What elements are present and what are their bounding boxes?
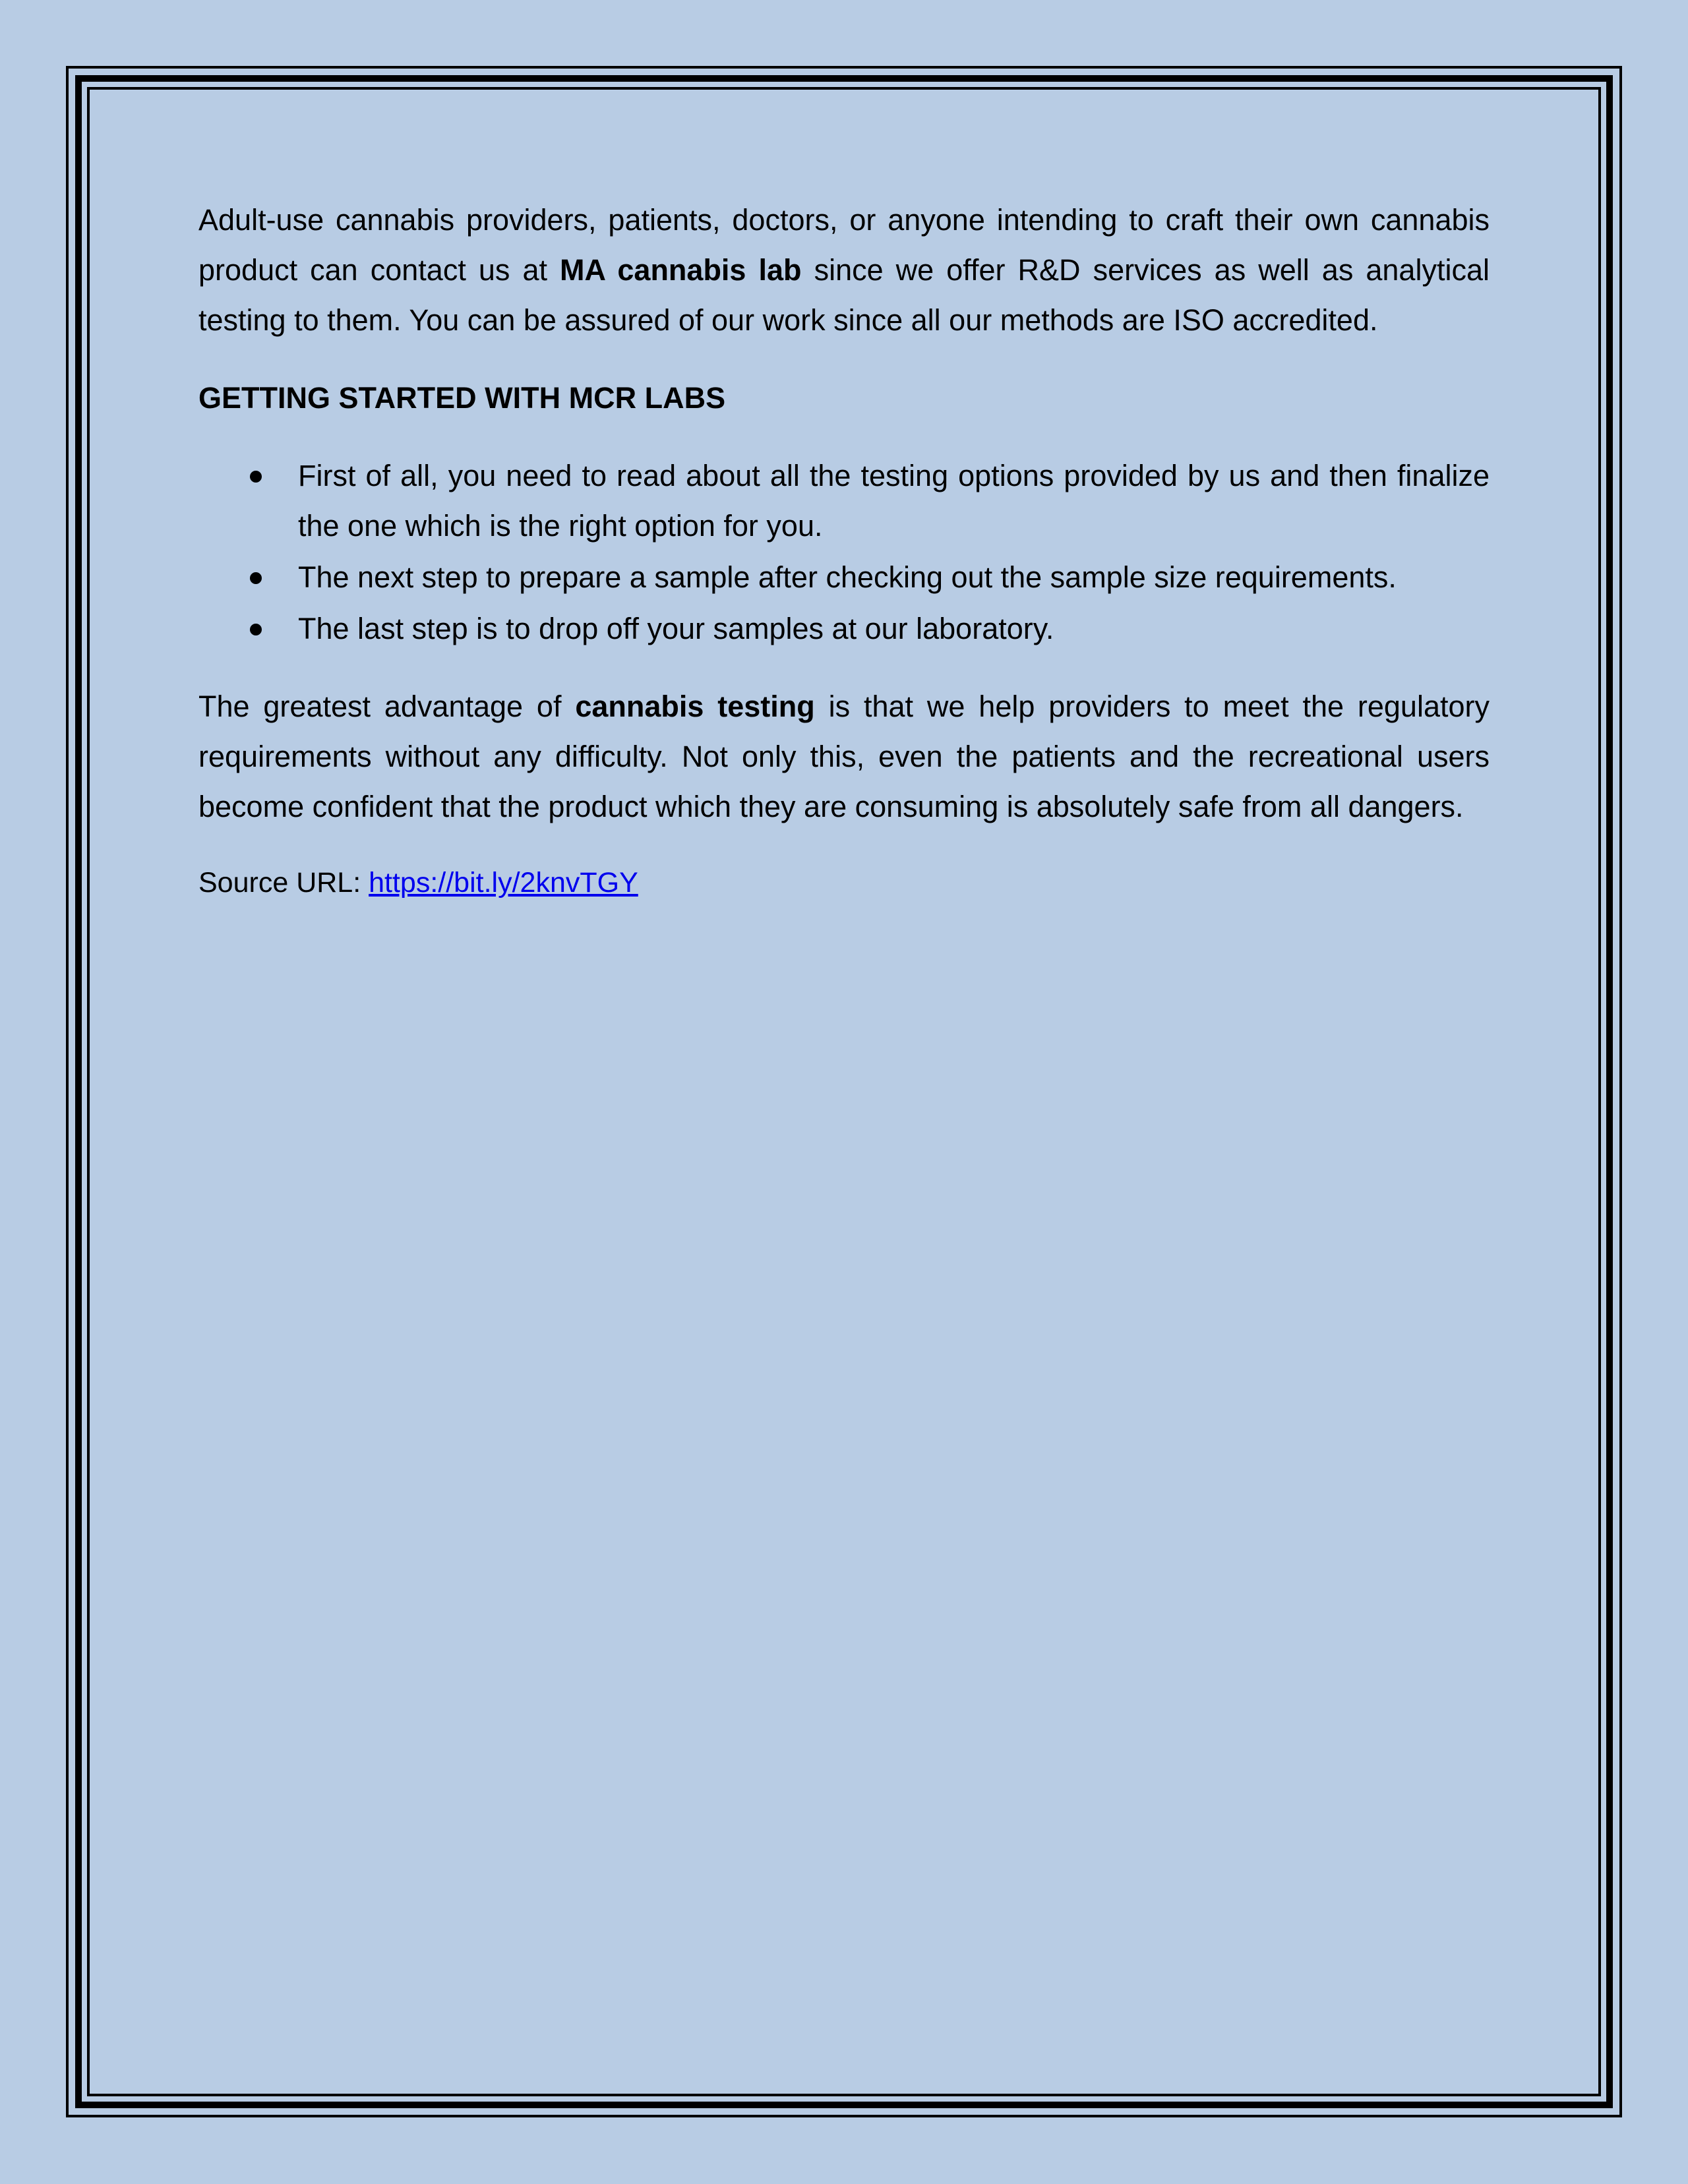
intro-bold-phrase: MA cannabis lab	[560, 253, 802, 287]
bullet-icon	[250, 624, 262, 635]
step-text: The last step is to drop off your samples at our laboratory.	[298, 612, 1054, 645]
steps-list	[198, 451, 1490, 654]
list-item	[198, 552, 1490, 603]
source-line	[198, 860, 1490, 906]
advantage-bold-phrase: cannabis testing	[575, 690, 815, 723]
intro-text-start: Adult-use cannabis providers, patients, doctors, or anyone intending to craft their own cannabis product can contact us at	[198, 203, 1490, 287]
intro-paragraph	[198, 195, 1490, 345]
advantage-paragraph	[198, 682, 1490, 832]
bullet-icon	[250, 471, 262, 483]
step-text: The next step to prepare a sample after checking out the sample size requirements.	[298, 560, 1397, 594]
section-heading: GETTING STARTED WITH MCR LABS	[198, 381, 726, 415]
step-text: First of all, you need to read about all the testing options provided by us and then finalize the one which is the right option for you.	[298, 459, 1490, 543]
advantage-text-end: is that we help providers to meet the regulatory requirements without any difficulty. Not only this, even the patients and the recreational users become confident that the product which they are consuming is absolutely safe from all dangers.	[198, 690, 1490, 823]
intro-text-end: since we offer R&D services as well as analytical testing to them. You can be assured of our work since all our methods are ISO accredited.	[198, 253, 1490, 337]
document-content	[198, 195, 1490, 906]
source-label: Source URL:	[198, 867, 369, 899]
advantage-text-start: The greatest advantage of	[198, 690, 576, 723]
source-url-link[interactable]: https://bit.ly/2knvTGY	[369, 867, 638, 899]
list-item	[198, 451, 1490, 551]
bullet-icon	[250, 572, 262, 584]
list-item	[198, 604, 1490, 654]
